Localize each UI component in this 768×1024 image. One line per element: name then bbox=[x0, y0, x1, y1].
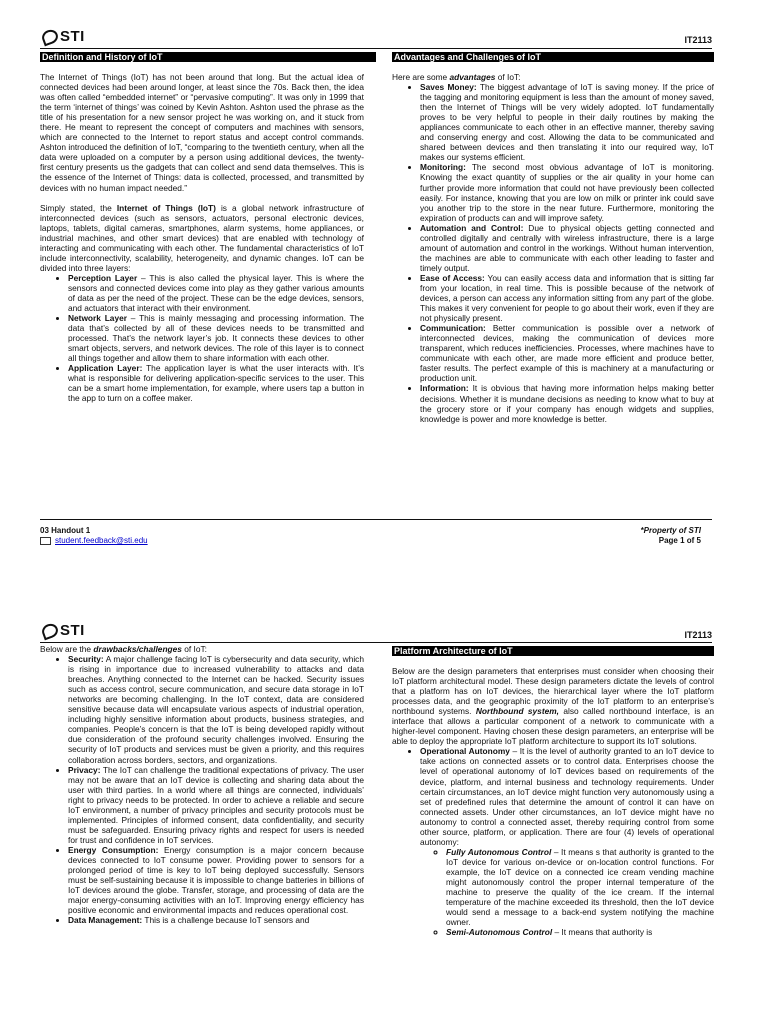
advantages-list bbox=[392, 82, 714, 424]
list-item: • Operational Autonomy – It is the level of authority granted to an IoT device to take actions on connected assets or to control data. Enterprises choose the level of operational autonomy of IoT devices based on requirements of the device, platform, and internal business and technology requirements. Under certain circumstances, an IoT device might function very autonomously using a set of predefined rules that determine the amount of control it can have on connected assets. Under other circumstances, an IoT device might have no autonomy to control a connected asset, thereby requiring control from some other source, platform, or application. There are four (4) levels of operational autonomy: ◦ Fully Autonomous Control – It means s that authority is granted to the IoT device for various on-device or on-location control functions. For example, the IoT device on a connected ice cream vending machine might autonomously control the proper internal temperature of the machine to preserve the quality of the ice cream. If the internal temperature of the machine exceeded its threshold, then the IoT device would send a message to a back-end system notifying the machine owner. ◦ Semi-Autonomous Control – It means that authority is bbox=[420, 746, 714, 937]
list-item: • Network Layer – This is mainly messaging and processing information. The data that’s collected by all of these devices needs to be transmitted and processed. That’s the network layer’s job. It connects these devices to other smart objects, servers, and network devices. The role of this layer is to connect all things together and allow them to share information with each other. bbox=[68, 313, 364, 363]
right-column-page1 bbox=[392, 72, 714, 424]
section-heading-advantages: Advantages and Challenges of IoT bbox=[392, 52, 714, 62]
list-item: • Perception Layer – This is also called the physical layer. This is where the sensors and connected devices come into play as they gather various amounts of data as per the need of the project. These can be the edge devices, sensors, and actuators that interact with their environment. bbox=[68, 273, 364, 313]
list-item: • Privacy: The IoT can challenge the traditional expectations of privacy. The user may not be aware that an IoT device is collecting and sharing data about the user with third parties. In a world where all things are connected, individuals’ right to privacy needs to be protected. In order to achieve a reliable and secure IoT environment, a number of privacy principles and security protocols must be implemented. Principles of informed consent, data confidentiality, and security must be safeguarded. Ensuring privacy rights and respect for users is needed for trust and confidence in IoT services. bbox=[68, 765, 364, 845]
sti-logo: STI bbox=[42, 28, 85, 45]
list-item: • Security: A major challenge facing IoT is cybersecurity and data security, which is rising in importance due to increased vulnerability to attacks and data breaches. Anything connected to the Internet can be hacked. Security issues such as access control, secure communication, and secure data storage in IoT networks are becoming challenging. In the IoT context, data are considered sensitive because data will encapsulate various aspects of industrial operation, including highly sensitive information about products, business strategies, and companies. People’s concern is that the IoT is being developed rapidly without due consideration of the profound security challenges involved. Ensuring the security of IoT products and services must be given a priority, and this requires collaboration across borders, sectors, and organizations. bbox=[68, 654, 364, 765]
right-column-page2 bbox=[392, 666, 714, 937]
list-item: • Automation and Control: Due to physical objects getting connected and controlled digitally and centrally with wireless infrastructure, there is a large amount of automation and control in the workings. Without human intervention, the machines are able to communicate with each other leading to faster and timely output. bbox=[420, 223, 714, 273]
advantages-intro: Here are some advantages of IoT: bbox=[392, 72, 521, 82]
list-item: • Information: It is obvious that having more information helps making better decisions. Whether it is mundane decisions as needing to know what to buy at the grocery store or if your company has enough widgets and supplies, knowledge is power and more knowledge is better. bbox=[420, 383, 714, 423]
feedback-email-link[interactable]: student.feedback@sti.edu bbox=[40, 536, 148, 545]
sti-swirl-icon bbox=[40, 28, 60, 47]
layers-list bbox=[40, 273, 364, 404]
course-code: IT2113 bbox=[684, 35, 712, 45]
list-item: ◦ Fully Autonomous Control – It means s that authority is granted to the IoT device for various on-device or on-location control functions. For example, the IoT device on a connected ice cream vending machine might autonomously control the proper internal temperature of the machine to preserve the quality of the ice cream. If the internal temperature of the machine exceeded its threshold, then the IoT device would send a message to a back-end system notifying the machine owner. bbox=[446, 847, 714, 927]
page-number: Page 1 of 5 bbox=[658, 536, 701, 545]
section-heading-platform: Platform Architecture of IoT bbox=[392, 646, 714, 656]
left-column-page2 bbox=[40, 644, 364, 925]
page-2 bbox=[0, 600, 768, 1024]
page-gap bbox=[0, 560, 768, 600]
autonomy-levels-list bbox=[420, 847, 714, 937]
challenges-intro: Below are the drawbacks/challenges of IoT: bbox=[40, 644, 207, 654]
paragraph-definition: Simply stated, the Internet of Things (IoT) is a global network infrastructure of interconnected devices (such as sensors, actuators, personal electronic devices, laptops, tablets, digital cameras, smartphones, alarm systems, home appliances, or industrial machines, and other smart devices) that are enabled with technology of interacting and communicating with each other. The fundamental characteristics of IoT include interconnectivity, scalability, heterogeneity, and dynamic changes. IoT can be divided into three layers: bbox=[40, 202, 364, 273]
list-item: • Monitoring: The second most obvious advantage of IoT is monitoring. Knowing the exact quantity of supplies or the air quality in your home can further provide more information that could not have previously been collected easily. For instance, knowing that you are low on milk or printer ink could save you another trip to the store in the near future. Furthermore, monitoring the expiration of products can and will improve safety. bbox=[420, 162, 714, 222]
list-item: • Saves Money: The biggest advantage of IoT is saving money. If the price of the tagging and monitoring equipment is less than the amount of money saved, then the Internet of Things will be very widely adopted. IoT fundamentally proves to be very helpful to people in their daily routines by making the appliances communicate to each other in an effective manner, thereby saving and conserving energy and cost. Allowing the data to be communicated and shared between devices and then translating it into our required way, IoT makes our systems efficient. bbox=[420, 82, 714, 162]
design-parameters-list bbox=[392, 746, 714, 937]
email-icon bbox=[40, 537, 51, 545]
footer-rule bbox=[40, 519, 712, 520]
paragraph-design-parameters: Below are the design parameters that enterprises must consider when choosing their IoT platform architectural model. These design parameters dictate the levels of control that a platform has on IoT devices, the hierarchical layer where the IoT platform processes data, and the geographic proximity of the IoT platform to an enterprise’s northbound systems. Northbound system, also called northbound interface, is an interface that allows a particular component of a network to communicate with a higher-level component. Having chosen these design parameters, an enterprise will be able to deploy the appropriate IoT platform architecture to support its IoT solutions. bbox=[392, 666, 714, 747]
list-item: • Data Management: This is a challenge because IoT sensors and bbox=[68, 915, 364, 925]
list-item: • Communication: Better communication is possible over a network of interconnected devices, making the communication of devices more transparent, which reduces inefficiencies. Processes, where machines have to communicate with each other, are made more efficient and produce better, faster results. The perfect example of this is machinery at a manufacturing or production unit. bbox=[420, 323, 714, 383]
sti-swirl-icon bbox=[40, 622, 60, 641]
list-item: • Application Layer: The application layer is what the user interacts with. It’s what is responsible for delivering application-specific services to the user. This can be a smart home implementation, for example, where users tap a button in the app to turn on a coffee maker. bbox=[68, 363, 364, 403]
property-note: *Property of STI bbox=[640, 526, 701, 535]
paragraph-history: The Internet of Things (IoT) has not been around that long. But the actual idea of connected devices had been around longer, at least since the 70s. Back then, the idea was often called “embedded internet” or “pervasive computing”. It was only in 1999 that the term ‘internet of things’ was coined by Kevin Ashton. Ashton used the phrase as the title of his presentation for a new sensor project he was working on, and it stuck from there. He meant to represent the concept of computers and machines with sensors, which are connected to the Internet to report status and accept control commands. Ashton introduced the definition of IoT, “comparing to the twentieth century, when all the data were uploaded on a computer by a person using additional devices, the twenty-first century presents us the gadgets that can collect and send data themselves. This is the essence of the Internet of Things: data is collected, processed, and transmitted by devices with no human impact needed.” bbox=[40, 72, 364, 193]
list-item: • Ease of Access: You can easily access data and information that is sitting far from your location, in real time. This is possible because of the network of devices, a person can access any information sitting from any part of the globe. This makes it very convenient for people to go about their work, even if they are not physically present. bbox=[420, 273, 714, 323]
list-item: ◦ Semi-Autonomous Control – It means that authority is bbox=[446, 927, 714, 937]
sti-logo: STI bbox=[42, 622, 85, 639]
handout-label: 03 Handout 1 bbox=[40, 526, 91, 535]
course-code: IT2113 bbox=[684, 630, 712, 640]
list-item: • Energy Consumption: Energy consumption is a major concern because devices connected to IoT consume power. Providing power to sensors for a prolonged period of time is key to IoT being deployed successfully. Sensors must be self-sustaining because it is impossible to change batteries in billions of IoT devices around the globe. Transfer, storage, and processing of data are the major energy-consuming activities with an IoT. Improving energy efficiency has positive economic and environmental impacts and reduces operational cost. bbox=[68, 845, 364, 915]
section-heading-definition: Definition and History of IoT bbox=[40, 52, 376, 62]
header-rule bbox=[40, 48, 712, 49]
challenges-list bbox=[40, 654, 364, 925]
left-column-page1 bbox=[40, 72, 364, 404]
header-rule bbox=[40, 642, 712, 643]
